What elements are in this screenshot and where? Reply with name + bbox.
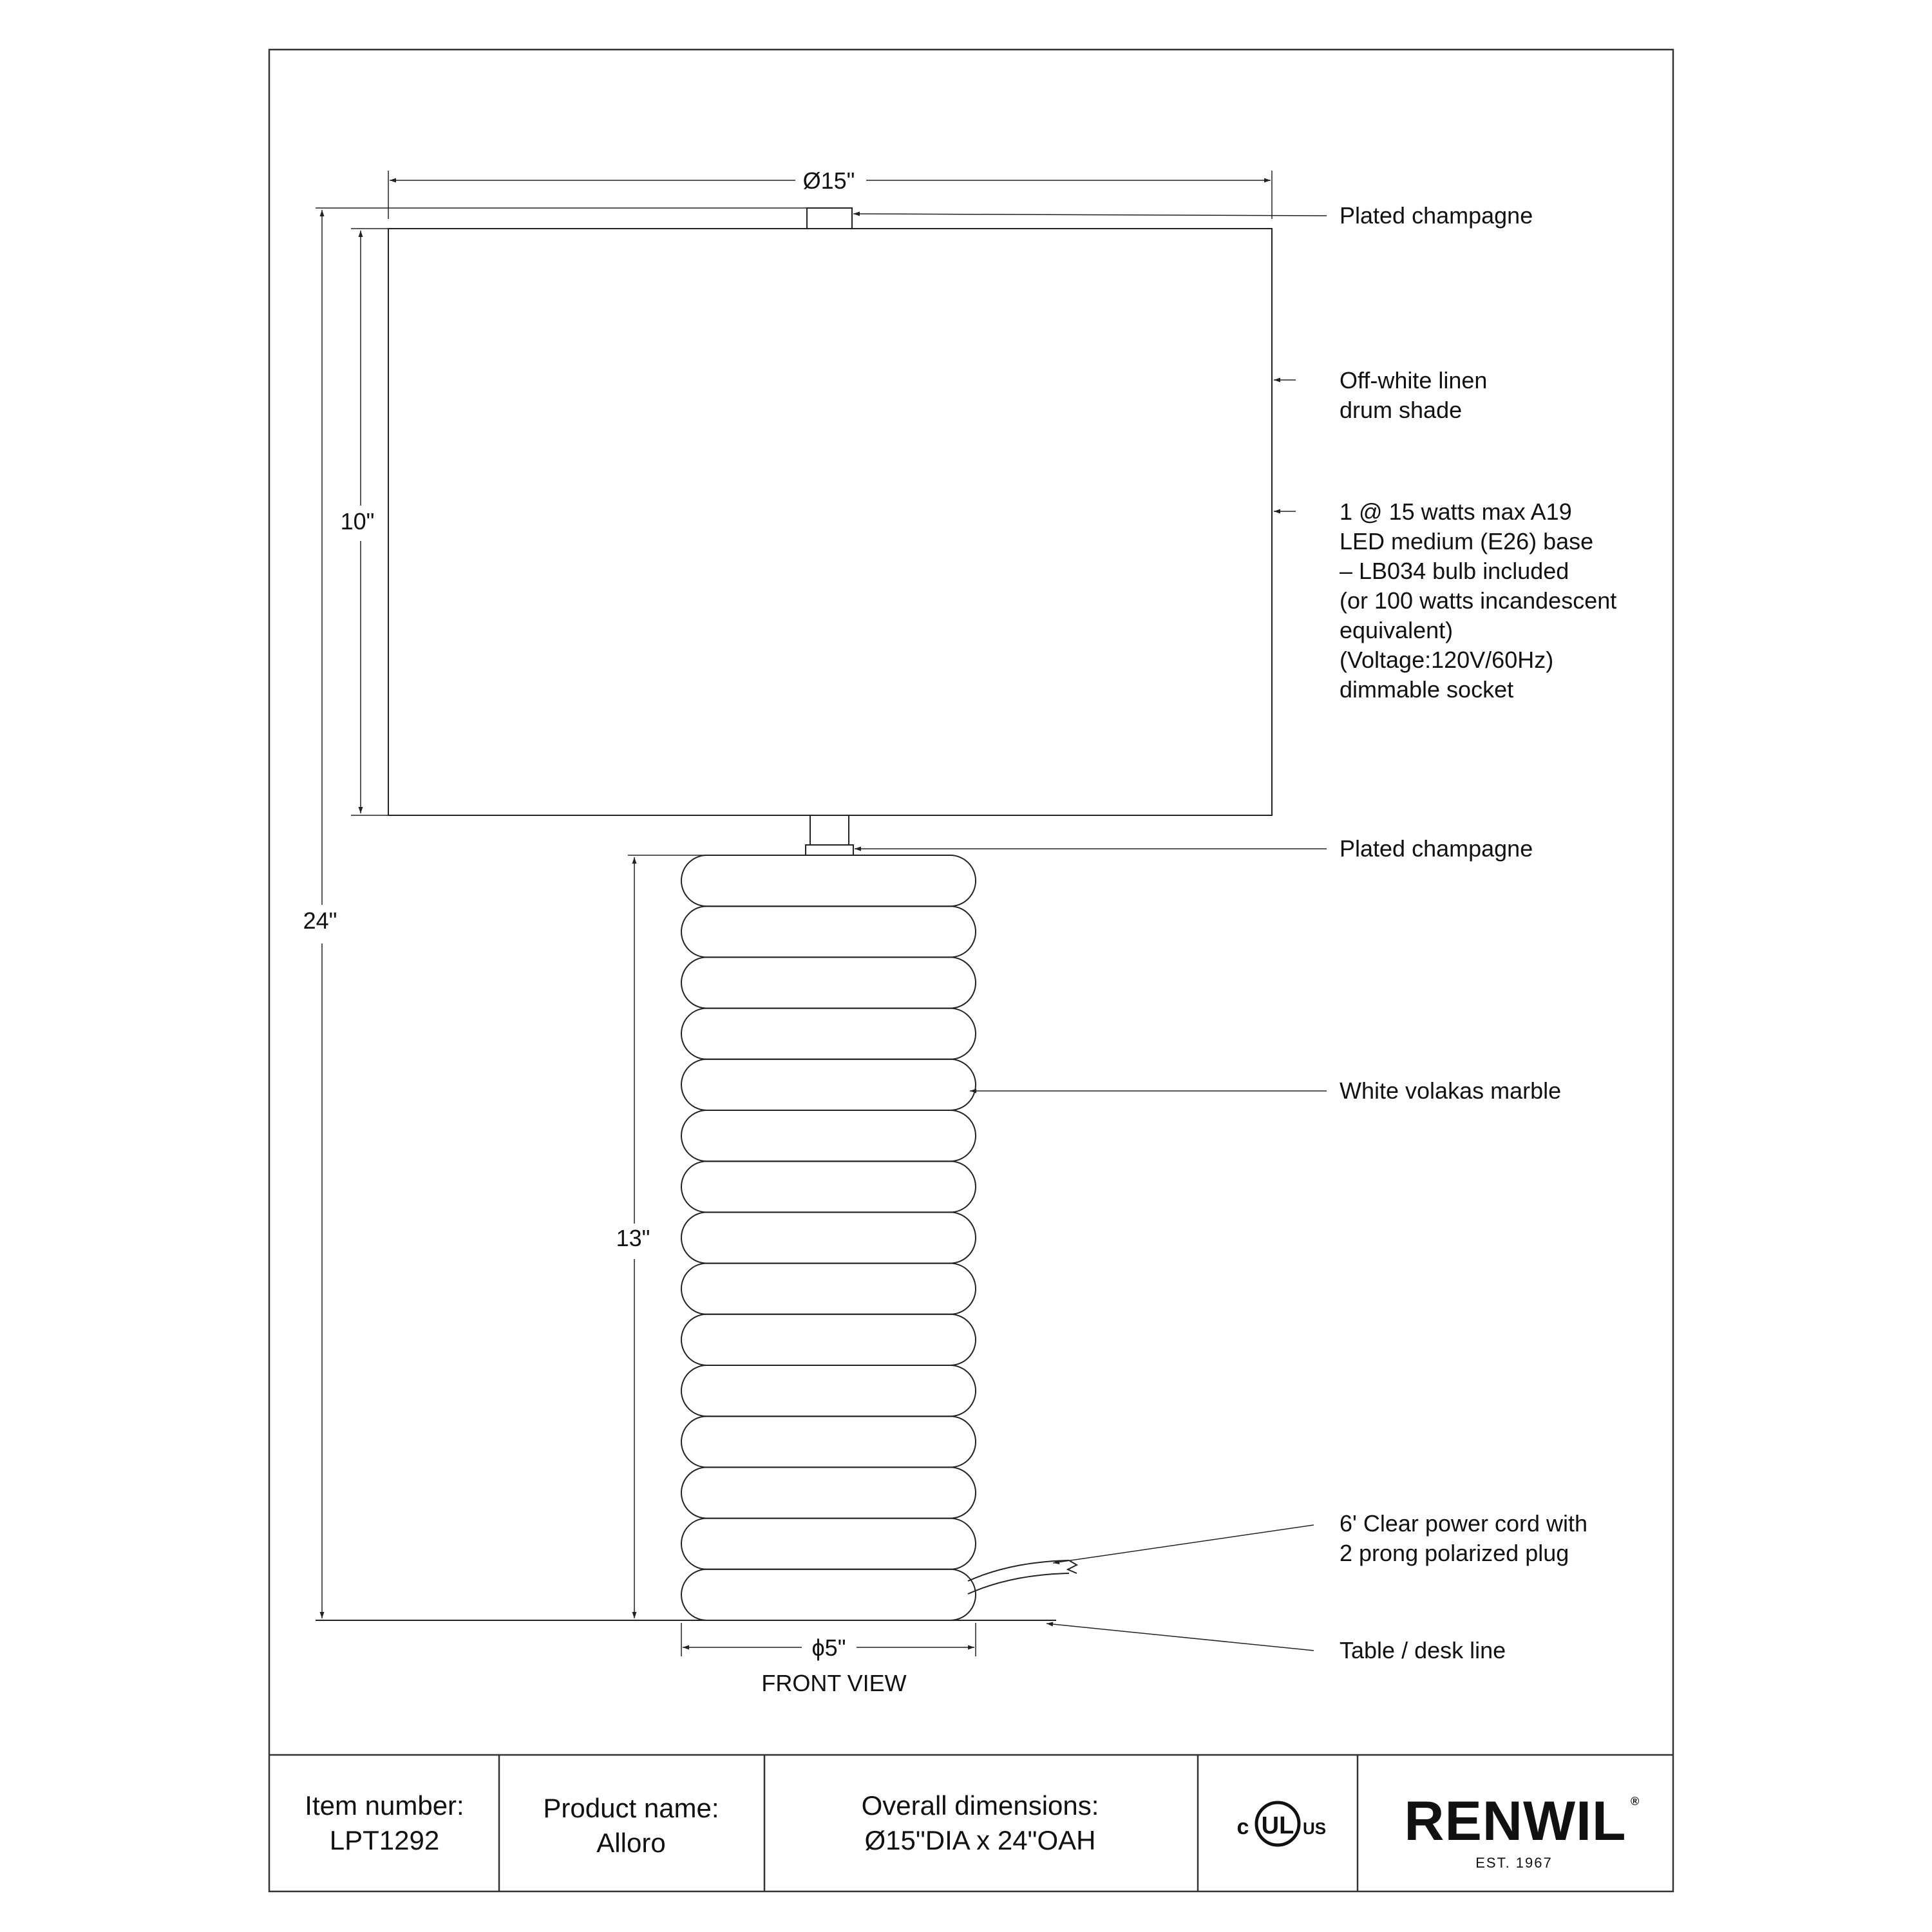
- callout-text: dimmable socket: [1340, 676, 1514, 703]
- leader-finial: [853, 214, 1327, 216]
- dimension-overall-diameter: [388, 167, 1272, 219]
- base-rib: [681, 1212, 976, 1263]
- product-name-value: Alloro: [596, 1828, 666, 1858]
- overall-height-label: 24": [303, 907, 337, 934]
- dimension-base-diameter: [681, 1623, 976, 1661]
- culus-certification-icon: [1237, 1803, 1327, 1845]
- callout-text: Plated champagne: [1340, 835, 1533, 862]
- leader-cord: [1053, 1525, 1314, 1563]
- callout-marble: [1340, 1077, 1561, 1104]
- svg-text:c: c: [1236, 1815, 1249, 1839]
- svg-text:UL: UL: [1261, 1812, 1294, 1839]
- base-rib: [681, 1009, 976, 1059]
- item-number-label: Item number:: [305, 1790, 464, 1821]
- callout-text: (or 100 watts incandescent: [1340, 587, 1617, 614]
- base-rib: [681, 1416, 976, 1467]
- callout-shade: [1340, 367, 1487, 423]
- callout-text: drum shade: [1340, 397, 1463, 423]
- callout-text: – LB034 bulb included: [1340, 558, 1569, 584]
- callout-text: White volakas marble: [1340, 1077, 1562, 1104]
- callout-text: equivalent): [1340, 617, 1454, 643]
- svg-text:US: US: [1302, 1819, 1327, 1838]
- dimension-base-height: [616, 857, 650, 1618]
- overall-diameter-label: Ø15": [802, 167, 855, 194]
- lamp-neck: [810, 815, 849, 845]
- callout-finial: [1340, 202, 1533, 229]
- callout-table: [1340, 1637, 1506, 1663]
- dimension-shade-height: [341, 231, 375, 813]
- callout-text: Plated champagne: [1340, 202, 1533, 229]
- ribbed-marble-base: [681, 855, 976, 1620]
- base-height-label: 13": [616, 1225, 650, 1251]
- callout-text: 1 @ 15 watts max A19: [1340, 498, 1572, 525]
- base-rib: [681, 1264, 976, 1314]
- product-name-label: Product name:: [543, 1793, 719, 1823]
- front-view-label: FRONT VIEW: [761, 1670, 907, 1696]
- page-frame: [269, 50, 1673, 1891]
- callout-text: LED medium (E26) base: [1340, 528, 1594, 554]
- title-block: [269, 1755, 1673, 1891]
- base-rib: [681, 1365, 976, 1416]
- base-rib: [681, 1314, 976, 1365]
- callout-text: 2 prong polarized plug: [1340, 1540, 1569, 1566]
- power-cord: [968, 1560, 1077, 1594]
- base-rib: [681, 957, 976, 1008]
- callout-cord: [1340, 1510, 1587, 1566]
- base-rib: [681, 1110, 976, 1161]
- callout-text: Off-white linen: [1340, 367, 1488, 393]
- dimension-overall-height: [303, 210, 337, 1618]
- svg-text:®: ®: [1631, 1795, 1640, 1808]
- base-rib: [681, 906, 976, 957]
- leader-table: [1046, 1624, 1314, 1651]
- overall-dimensions-label: Overall dimensions:: [861, 1790, 1099, 1821]
- callout-text: Table / desk line: [1340, 1637, 1506, 1663]
- neck-collar: [806, 845, 853, 855]
- finial: [807, 208, 852, 229]
- renwil-logo: [1404, 1790, 1639, 1871]
- base-rib: [681, 1519, 976, 1569]
- overall-dimensions-value: Ø15"DIA x 24"OAH: [864, 1825, 1096, 1855]
- base-rib: [681, 1467, 976, 1518]
- base-rib: [681, 1569, 976, 1620]
- svg-text:EST. 1967: EST. 1967: [1475, 1855, 1553, 1871]
- callout-bulb: [1340, 498, 1616, 703]
- callout-text: 6' Clear power cord with: [1340, 1510, 1588, 1537]
- base-rib: [681, 1161, 976, 1212]
- svg-text:RENWIL: RENWIL: [1404, 1790, 1627, 1852]
- base-rib: [681, 1059, 976, 1110]
- base-rib: [681, 855, 976, 906]
- base-diameter-label: ϕ5": [811, 1634, 846, 1661]
- callout-collar: [1340, 835, 1533, 862]
- callout-text: (Voltage:120V/60Hz): [1340, 647, 1554, 673]
- item-number-value: LPT1292: [329, 1825, 440, 1855]
- shade-height-label: 10": [340, 508, 375, 535]
- drum-shade: [388, 229, 1272, 815]
